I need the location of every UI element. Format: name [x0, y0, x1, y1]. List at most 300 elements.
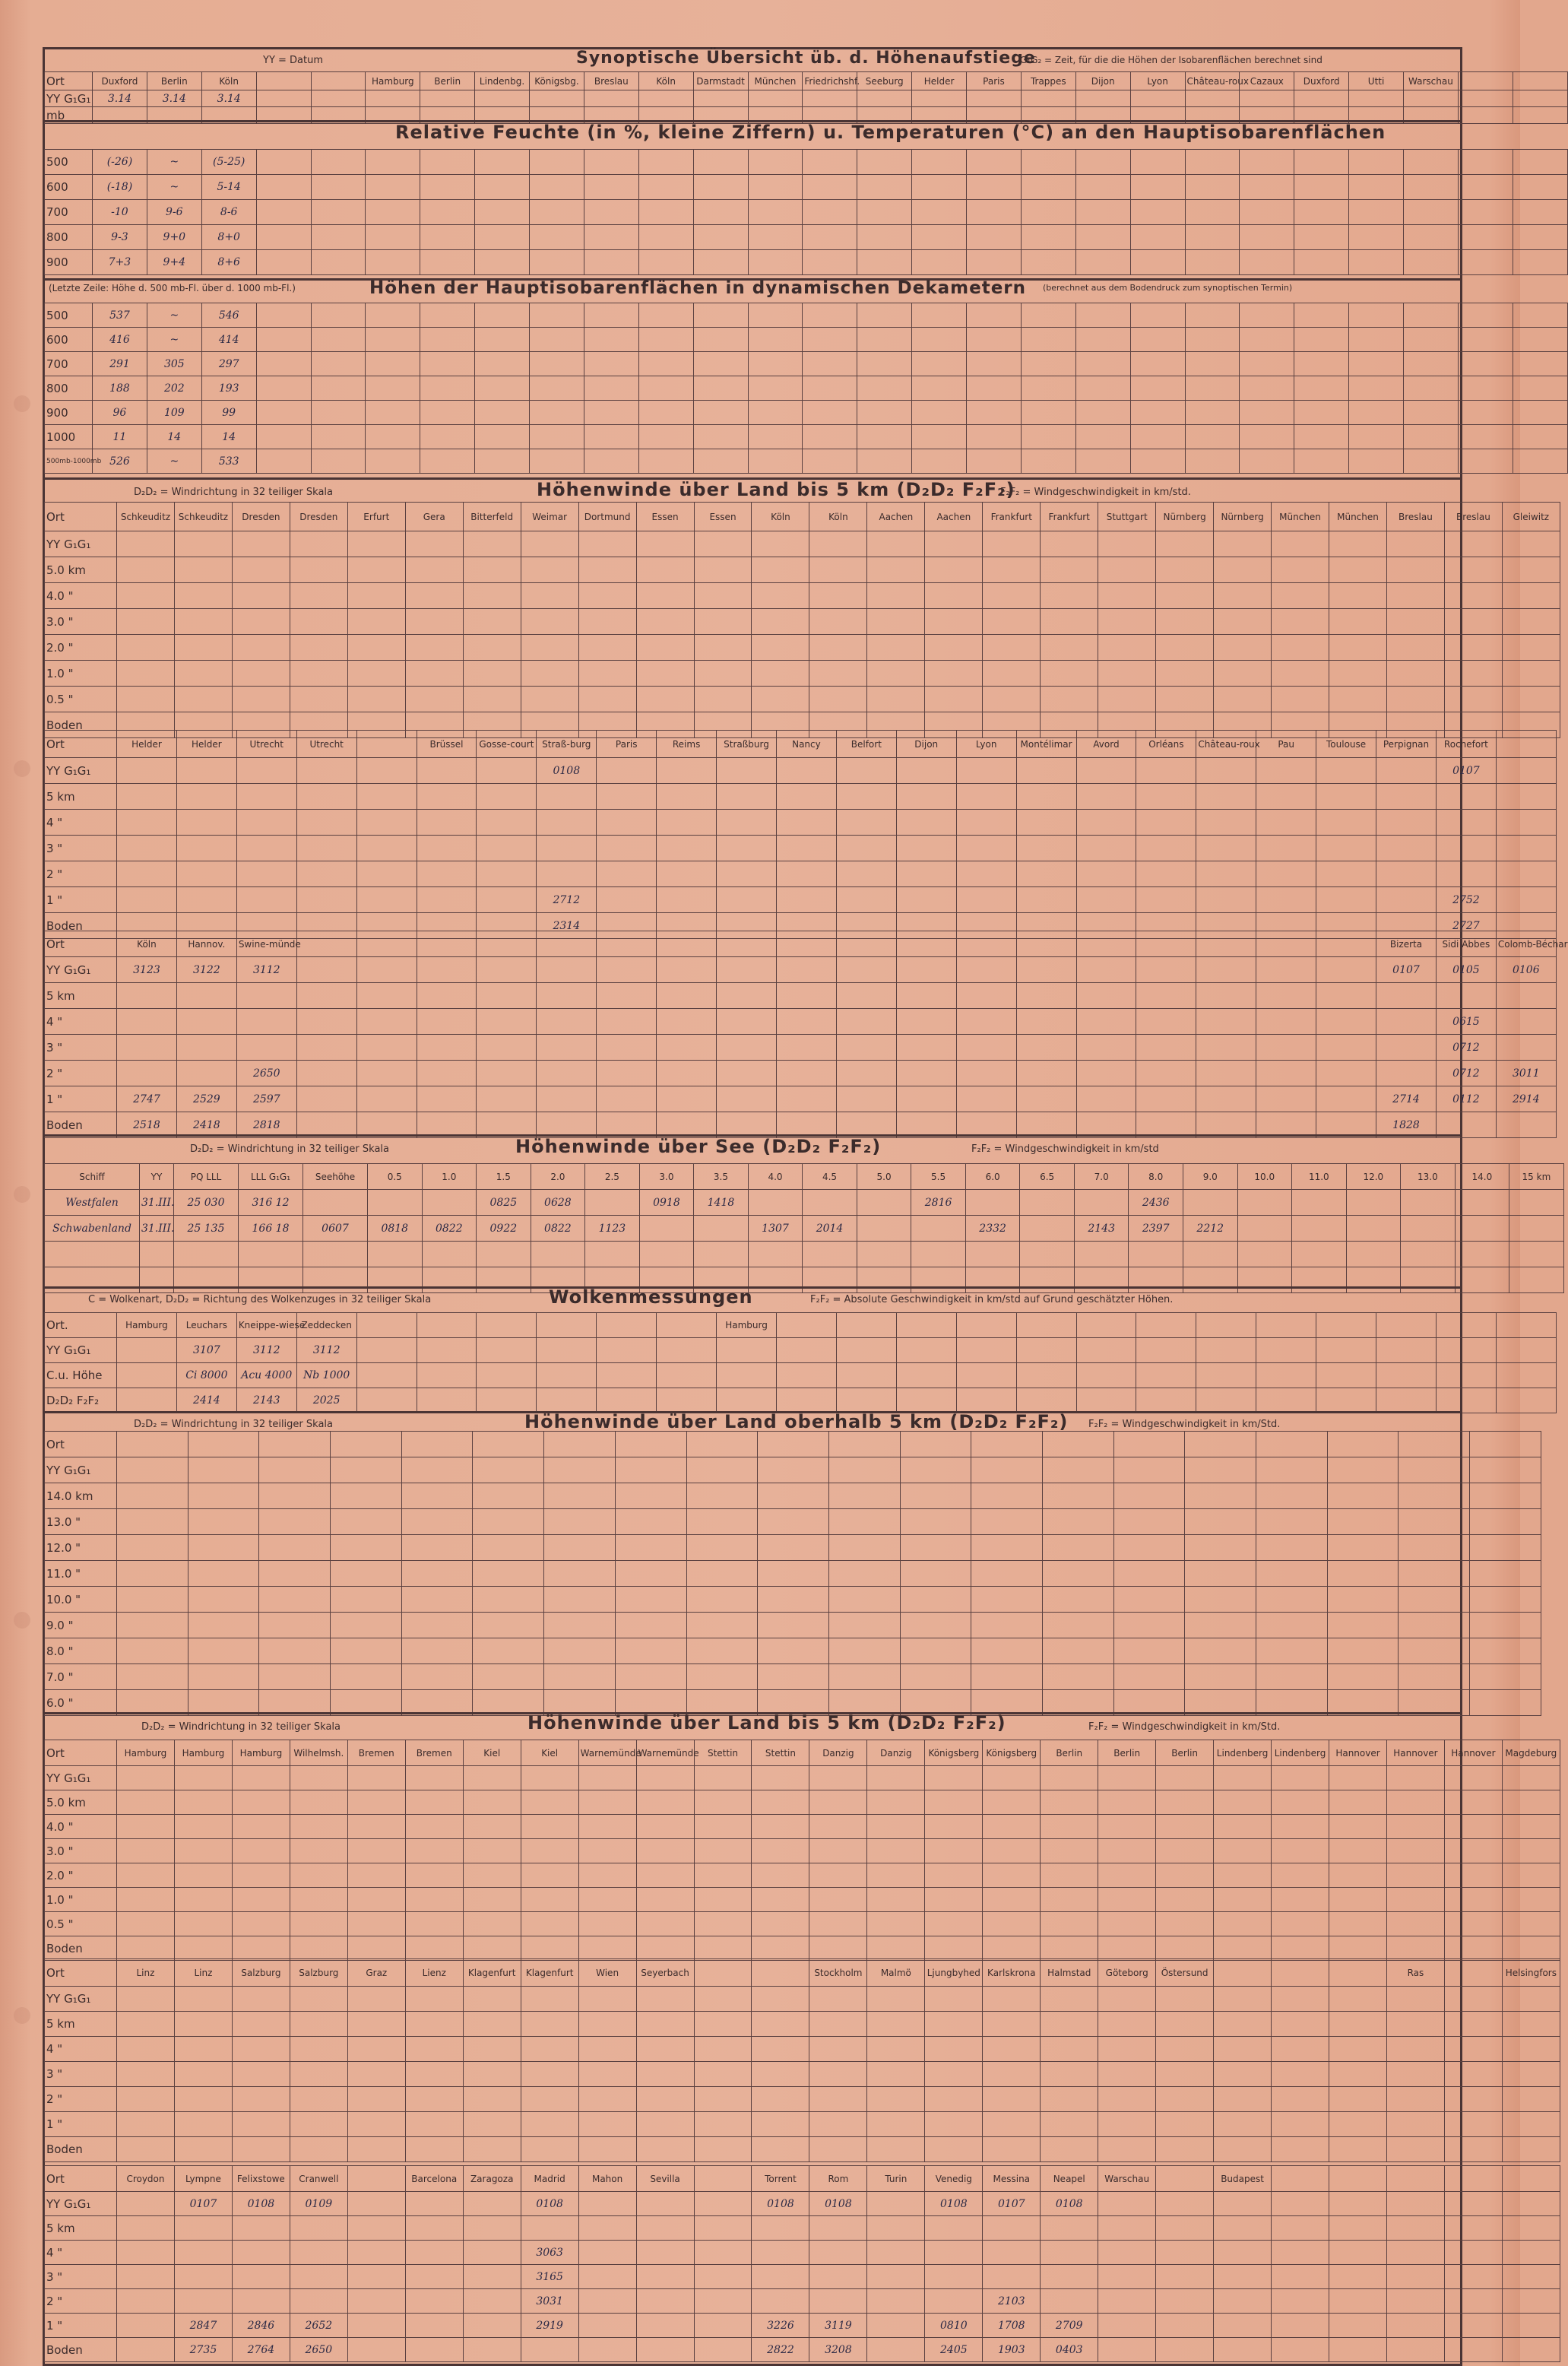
value-cell: [694, 2314, 752, 2338]
value-cell: [1098, 531, 1156, 557]
station-name: München: [748, 72, 803, 90]
height-row: [45, 1535, 1541, 1561]
value-cell: [356, 887, 417, 913]
value-cell: Ci 8000: [176, 1363, 236, 1388]
value-cell: [117, 836, 177, 861]
value-cell: [694, 2216, 752, 2241]
value-cell: [776, 784, 836, 810]
value-cell: [694, 2037, 752, 2062]
value-cell: [1136, 983, 1196, 1009]
value-cell: [256, 449, 311, 474]
value-cell: [828, 1638, 900, 1664]
value-cell: [256, 175, 311, 200]
value-cell: [693, 376, 748, 401]
value-cell: 193: [201, 376, 256, 401]
value-cell: [1513, 401, 1567, 425]
value-cell: [1272, 2062, 1329, 2087]
height-row: [45, 887, 1557, 913]
value-cell: [686, 1483, 758, 1509]
value-cell: [232, 531, 290, 557]
station-name: [836, 1313, 896, 1338]
value-cell: [296, 1086, 356, 1112]
station-name: [1196, 931, 1256, 957]
value-cell: [925, 1863, 983, 1888]
value-cell: [971, 1561, 1043, 1587]
value-cell: [657, 1061, 717, 1086]
grid-cell: [1401, 1242, 1456, 1267]
value-cell: [117, 583, 175, 609]
value-cell: [1156, 661, 1214, 687]
station-name: [1444, 1959, 1502, 1987]
yy-row: [45, 531, 1560, 557]
value-cell: 11: [93, 425, 147, 449]
row-label: D₂D₂ F₂F₂: [45, 1388, 117, 1413]
value-cell: [1098, 2192, 1156, 2216]
value-cell: [176, 887, 236, 913]
value-cell: [867, 2338, 925, 2362]
value-cell: 0107: [1436, 758, 1496, 784]
value-cell: [473, 1561, 544, 1587]
value-cell: [1185, 1664, 1256, 1690]
value-cell: [896, 1009, 956, 1035]
value-cell: [1130, 175, 1185, 200]
value-cell: [1455, 1216, 1509, 1242]
value-cell: [836, 1338, 896, 1363]
value-cell: [463, 2216, 521, 2241]
value-cell: [356, 1363, 417, 1388]
value-cell: [296, 836, 356, 861]
level-row: [45, 250, 1568, 275]
value-cell: [290, 583, 347, 609]
value-cell: [475, 175, 530, 200]
empty-row: [45, 1242, 1564, 1267]
value-cell: [967, 200, 1022, 225]
value-cell: [537, 836, 597, 861]
value-cell: [1185, 225, 1240, 250]
value-cell: [1329, 2192, 1387, 2216]
station-name: Breslau: [1386, 503, 1444, 531]
value-cell: [1329, 557, 1387, 583]
value-cell: [1021, 225, 1075, 250]
value-cell: [1041, 1912, 1098, 1936]
station-name: Pau: [1256, 731, 1316, 758]
value-cell: [1214, 531, 1272, 557]
s4-title: Höhenwinde über Land bis 5 km (D₂D₂ F₂F₂): [537, 479, 1015, 500]
value-cell: [896, 810, 956, 836]
punch-hole: [14, 1612, 30, 1629]
value-cell: [176, 983, 236, 1009]
value-cell: [925, 2216, 983, 2241]
station-name: Nürnberg: [1214, 503, 1272, 531]
value-cell: [657, 1363, 717, 1388]
station-name: [971, 1432, 1043, 1457]
value-cell: [174, 1987, 232, 2012]
value-cell: [693, 303, 748, 328]
value-cell: [1404, 303, 1459, 328]
value-cell: [578, 531, 636, 557]
value-cell: [584, 250, 638, 275]
value-cell: [694, 2112, 752, 2137]
value-cell: 0822: [422, 1216, 477, 1242]
value-cell: 2529: [176, 1086, 236, 1112]
column-header: 1.5: [477, 1164, 531, 1190]
station-name: [537, 1313, 597, 1338]
level-row: [45, 401, 1568, 425]
value-cell: [356, 758, 417, 784]
value-cell: [1136, 1338, 1196, 1363]
value-cell: [752, 2087, 809, 2112]
value-cell: [1256, 861, 1316, 887]
value-cell: [971, 1535, 1043, 1561]
value-cell: [983, 2062, 1041, 2087]
value-cell: [1444, 2112, 1502, 2137]
value-cell: [117, 2265, 175, 2289]
yy-cell: [1458, 90, 1513, 107]
station-name: Croydon: [117, 2166, 175, 2192]
value-cell: [463, 1863, 521, 1888]
level-label: 600: [45, 328, 93, 352]
value-cell: [1458, 352, 1513, 376]
value-cell: [1509, 1190, 1564, 1216]
value-cell: [405, 687, 463, 712]
station-name: [1272, 2166, 1329, 2192]
station-name: [356, 1313, 417, 1338]
station-name: Ljungbyhed: [925, 1959, 983, 1987]
station-name: Lienz: [405, 1959, 463, 1987]
value-cell: [1444, 2289, 1502, 2314]
value-cell: [1016, 1035, 1076, 1061]
station-name: [694, 2166, 752, 2192]
value-cell: [809, 687, 867, 712]
value-cell: [956, 758, 1016, 784]
height-row: [45, 1664, 1541, 1690]
height-label: 5 km: [45, 983, 117, 1009]
value-cell: [1042, 1638, 1113, 1664]
value-cell: [475, 250, 530, 275]
value-cell: [117, 1535, 188, 1561]
value-cell: [232, 2265, 290, 2289]
value-cell: [638, 376, 693, 401]
value-cell: [911, 1216, 966, 1242]
value-cell: [983, 2241, 1041, 2265]
station-name: Trappes: [1021, 72, 1075, 90]
value-cell: [925, 687, 983, 712]
grid-cell: [965, 1242, 1020, 1267]
value-cell: [694, 2012, 752, 2037]
value-cell: [636, 2338, 694, 2362]
height-row: [45, 1509, 1541, 1535]
value-cell: 2818: [236, 1112, 296, 1138]
value-cell: [1185, 1587, 1256, 1613]
station-name: Barcelona: [405, 2166, 463, 2192]
value-cell: [1041, 583, 1098, 609]
value-cell: [983, 583, 1041, 609]
value-cell: [417, 1061, 477, 1086]
height-label: 2 ": [45, 1061, 117, 1086]
value-cell: [1294, 225, 1349, 250]
station-name: [717, 931, 777, 957]
value-cell: [578, 2241, 636, 2265]
value-cell: [1386, 2137, 1444, 2162]
value-cell: [748, 328, 803, 352]
station-name: [597, 931, 657, 957]
value-cell: [1021, 425, 1075, 449]
value-cell: [752, 2012, 809, 2037]
value-cell: -10: [93, 200, 147, 225]
value-cell: [1386, 2062, 1444, 2087]
height-label: 14.0 km: [45, 1483, 117, 1509]
station-name: Lyon: [1130, 72, 1185, 90]
station-name: Rochefort: [1436, 731, 1496, 758]
grid-cell: [1020, 1242, 1075, 1267]
value-cell: [967, 425, 1022, 449]
station-name: Seeburg: [857, 72, 912, 90]
value-cell: [694, 2338, 752, 2362]
value-cell: [776, 861, 836, 887]
s9-title: Höhenwinde über Land oberhalb 5 km (D₂D₂ F₂F₂): [524, 1411, 1069, 1432]
value-cell: [117, 1839, 175, 1863]
value-cell: [1470, 1613, 1541, 1638]
value-cell: [347, 2012, 405, 2037]
value-cell: [1458, 401, 1513, 425]
value-cell: [259, 1664, 331, 1690]
value-cell: [578, 1863, 636, 1888]
value-cell: [347, 635, 405, 661]
height-row: [45, 2265, 1560, 2289]
value-cell: [1214, 2289, 1272, 2314]
value-cell: [1329, 2037, 1387, 2062]
value-cell: [347, 1936, 405, 1961]
value-cell: [1386, 1936, 1444, 1961]
value-cell: [867, 1912, 925, 1936]
station-name: [1399, 1432, 1470, 1457]
value-cell: [1513, 328, 1567, 352]
value-cell: [544, 1483, 616, 1509]
value-cell: [900, 1535, 971, 1561]
value-cell: [1256, 1638, 1328, 1664]
value-cell: [912, 352, 967, 376]
column-header: 8.0: [1129, 1164, 1183, 1190]
value-cell: [1329, 661, 1387, 687]
value-cell: [578, 2265, 636, 2289]
value-cell: [867, 583, 925, 609]
value-cell: [597, 1086, 657, 1112]
value-cell: [971, 1587, 1043, 1613]
height-row: [45, 836, 1557, 861]
value-cell: [1444, 2241, 1502, 2265]
value-cell: [1444, 531, 1502, 557]
value-cell: [597, 957, 657, 983]
value-cell: [857, 200, 912, 225]
value-cell: [752, 1839, 809, 1863]
value-cell: [956, 810, 1016, 836]
station-name: Belfort: [836, 731, 896, 758]
s7-table: [44, 1163, 1564, 1293]
value-cell: [1016, 1061, 1076, 1086]
station-name: [752, 1959, 809, 1987]
value-cell: [615, 1509, 686, 1535]
value-cell: 8+6: [201, 250, 256, 275]
value-cell: [758, 1638, 829, 1664]
value-cell: [1136, 1009, 1196, 1035]
value-cell: [694, 2137, 752, 2162]
value-cell: [717, 861, 777, 887]
value-cell: [967, 250, 1022, 275]
value-cell: [896, 784, 956, 810]
value-cell: [1496, 1112, 1556, 1138]
value-cell: [597, 887, 657, 913]
value-cell: [717, 836, 777, 861]
value-cell: [401, 1561, 473, 1587]
station-row: [45, 1959, 1560, 1987]
value-cell: [1185, 250, 1240, 275]
value-cell: [1272, 2289, 1329, 2314]
station-name: Salzburg: [290, 1959, 347, 1987]
station-name: [1185, 1432, 1256, 1457]
value-cell: [366, 328, 420, 352]
value-cell: [925, 531, 983, 557]
value-cell: [1294, 250, 1349, 275]
value-cell: [809, 531, 867, 557]
value-cell: [748, 449, 803, 474]
value-cell: [117, 1363, 177, 1388]
value-cell: [615, 1587, 686, 1613]
value-cell: [867, 2241, 925, 2265]
value-cell: [232, 687, 290, 712]
value-cell: [1042, 1457, 1113, 1483]
value-cell: [1316, 1086, 1376, 1112]
value-cell: [530, 225, 584, 250]
station-name: Kiel: [463, 1740, 521, 1766]
station-name: [473, 1432, 544, 1457]
value-cell: [1502, 687, 1560, 712]
value-cell: [578, 1839, 636, 1863]
station-name: [117, 1432, 188, 1457]
value-cell: [290, 2062, 347, 2087]
value-cell: [117, 1388, 177, 1413]
station-name: [188, 1432, 259, 1457]
value-cell: [578, 2338, 636, 2362]
yy-cell: [420, 90, 475, 107]
station-name: [1513, 72, 1567, 90]
height-label: Boden: [45, 2338, 117, 2362]
value-cell: [967, 175, 1022, 200]
value-cell: [1098, 2087, 1156, 2112]
value-cell: [1329, 2087, 1387, 2112]
value-cell: 2919: [521, 2314, 578, 2338]
value-cell: [117, 635, 175, 661]
value-cell: 25 135: [174, 1216, 239, 1242]
value-cell: [1444, 557, 1502, 583]
value-cell: [636, 661, 694, 687]
value-cell: [752, 2137, 809, 2162]
value-cell: [636, 531, 694, 557]
value-cell: [117, 1483, 188, 1509]
value-cell: [174, 2265, 232, 2289]
value-cell: 3107: [176, 1338, 236, 1363]
yy-label: YY G₁G₁: [45, 1457, 117, 1483]
value-cell: [1436, 1388, 1496, 1413]
column-header: 3.5: [694, 1164, 749, 1190]
value-cell: 188: [93, 376, 147, 401]
value-cell: [776, 887, 836, 913]
value-cell: [1316, 983, 1376, 1009]
value-cell: [694, 635, 752, 661]
value-cell: [401, 1638, 473, 1664]
value-cell: [521, 661, 578, 687]
value-cell: [347, 2289, 405, 2314]
value-cell: [983, 1839, 1041, 1863]
value-cell: [867, 1888, 925, 1912]
value-cell: [232, 1790, 290, 1815]
height-label: 0.5 ": [45, 687, 117, 712]
value-cell: [401, 1509, 473, 1535]
station-name: Königsberg: [983, 1740, 1041, 1766]
value-cell: Nb 1000: [296, 1363, 356, 1388]
station-name: Gera: [405, 503, 463, 531]
value-cell: [1444, 2087, 1502, 2112]
value-cell: ~: [147, 328, 201, 352]
ort-label: Ort: [45, 72, 93, 90]
value-cell: [758, 1561, 829, 1587]
value-cell: [347, 1888, 405, 1912]
value-cell: [477, 983, 537, 1009]
grid-cell: [585, 1242, 640, 1267]
value-cell: [417, 983, 477, 1009]
value-cell: 0810: [925, 2314, 983, 2338]
value-cell: [366, 303, 420, 328]
value-cell: [1156, 1863, 1214, 1888]
value-cell: [1444, 2265, 1502, 2289]
value-cell: 2212: [1183, 1216, 1237, 1242]
value-cell: [1240, 401, 1294, 425]
level-label: 500: [45, 303, 93, 328]
value-cell: [657, 957, 717, 983]
level-label: 1000: [45, 425, 93, 449]
value-cell: [1196, 887, 1256, 913]
station-name: Frankfurt: [983, 503, 1041, 531]
value-cell: [311, 449, 366, 474]
value-cell: [657, 784, 717, 810]
value-cell: [1156, 2289, 1214, 2314]
value-cell: [867, 2012, 925, 2037]
value-cell: 1307: [748, 1216, 803, 1242]
station-name: Königsberg: [925, 1740, 983, 1766]
value-cell: [809, 1987, 867, 2012]
value-cell: [1294, 449, 1349, 474]
value-cell: [1502, 531, 1560, 557]
value-cell: [1436, 1338, 1496, 1363]
value-cell: [475, 225, 530, 250]
value-cell: [1292, 1216, 1347, 1242]
value-cell: [748, 303, 803, 328]
value-cell: [1316, 784, 1376, 810]
yy-row: [45, 1987, 1560, 2012]
value-cell: [1156, 2037, 1214, 2062]
value-cell: [1327, 1638, 1399, 1664]
value-cell: [925, 2112, 983, 2137]
value-cell: [117, 2037, 175, 2062]
value-cell: [1470, 1535, 1541, 1561]
value-cell: [174, 2137, 232, 2162]
station-name: Warnemünde: [636, 1740, 694, 1766]
value-cell: [1098, 2241, 1156, 2265]
value-cell: [521, 2037, 578, 2062]
value-cell: [232, 2216, 290, 2241]
value-cell: [174, 661, 232, 687]
value-cell: [1016, 836, 1076, 861]
value-cell: 0112: [1436, 1086, 1496, 1112]
